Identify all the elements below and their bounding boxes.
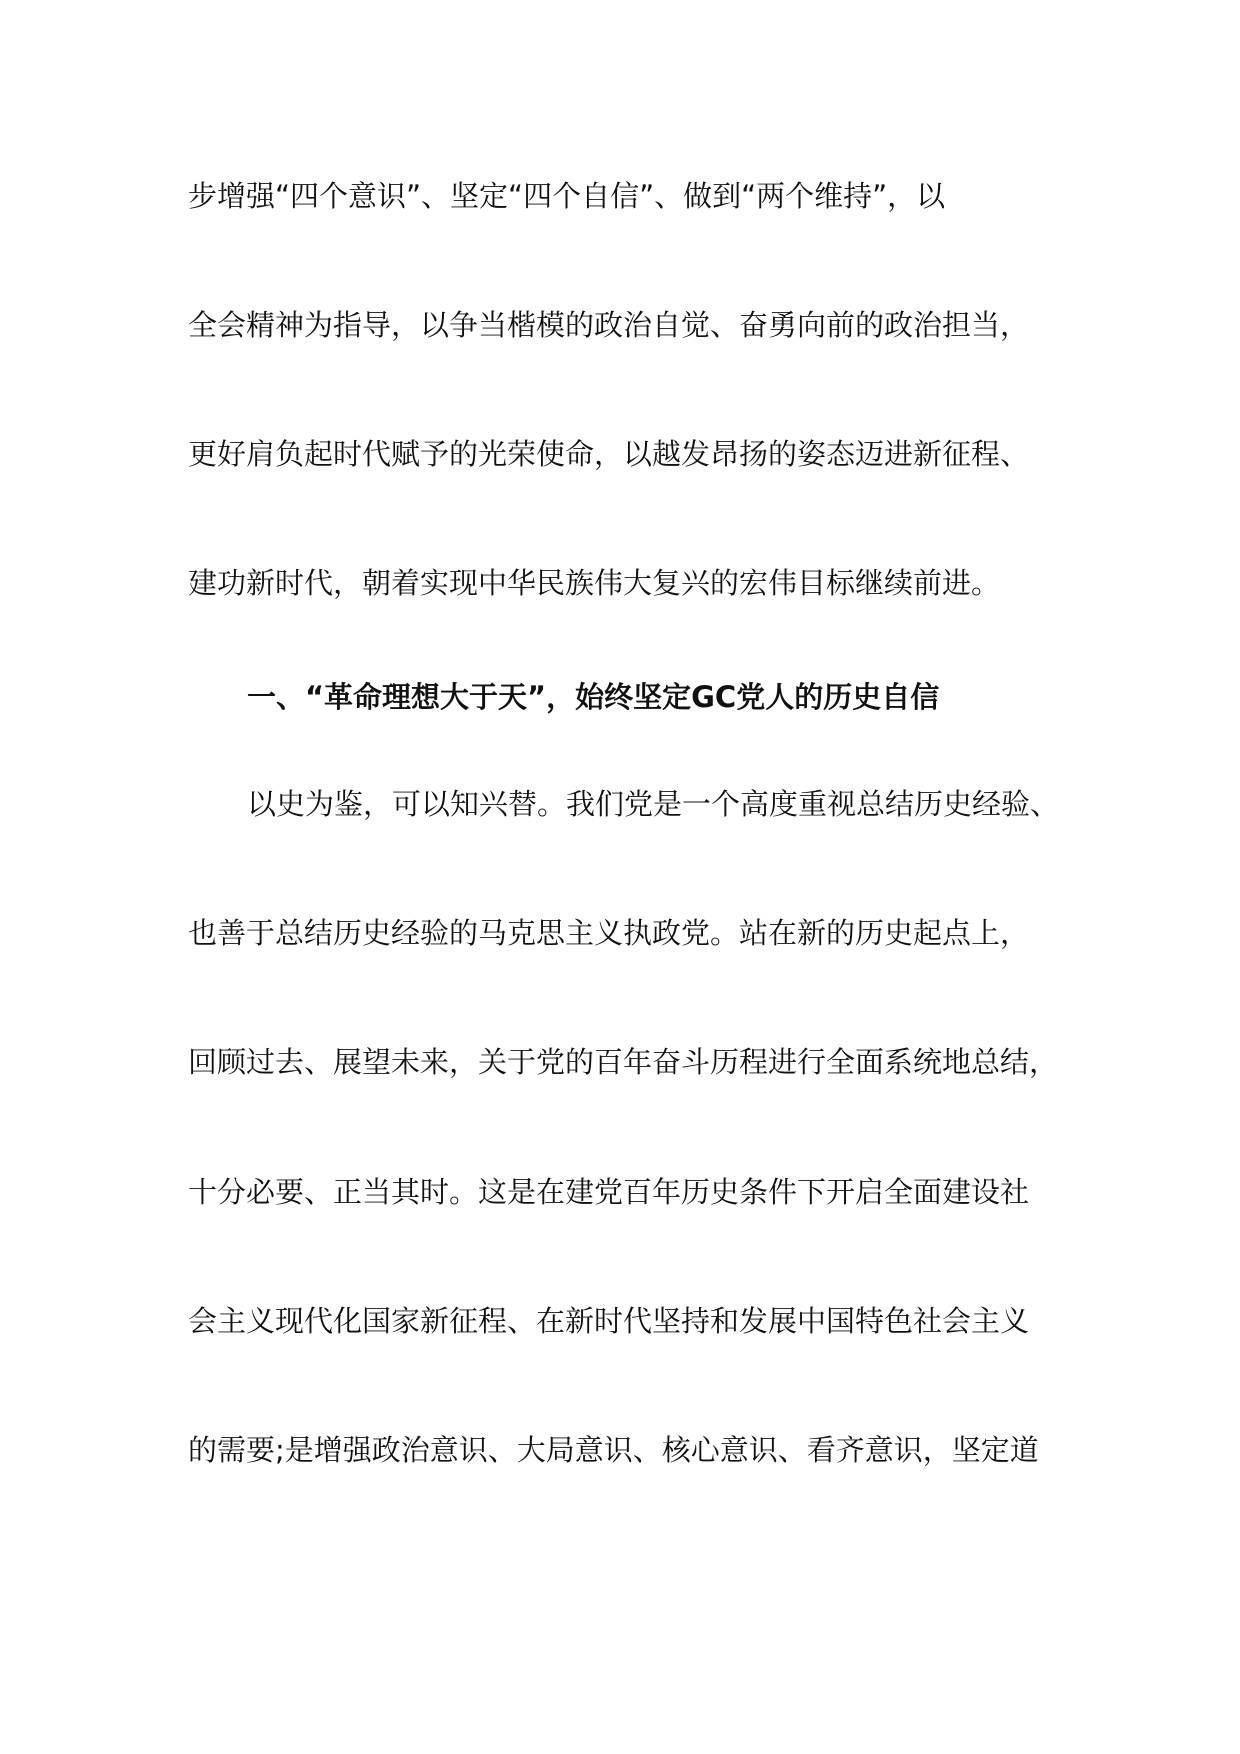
paragraph-line-1: 步增强“四个意识”、坚定“四个自信”、做到“两个维持”，以 — [188, 179, 946, 213]
section-paragraph-line-4: 十分必要、正当其时。这是在建党百年历史条件下开启全面建设社 — [188, 1175, 1030, 1209]
section-paragraph-line-3: 回顾过去、展望未来，关于党的百年奋斗历程进行全面系统地总结， — [188, 1045, 1059, 1079]
paragraph-line-2: 全会精神为指导，以争当楷模的政治自觉、奋勇向前的政治担当， — [188, 308, 1030, 342]
section-paragraph-line-5: 会主义现代化国家新征程、在新时代坚持和发展中国特色社会主义 — [188, 1304, 1030, 1338]
section-paragraph-line-1: 以史为鉴，可以知兴替。我们党是一个高度重视总结历史经验、 — [247, 787, 1060, 821]
paragraph-line-3: 更好肩负起时代赋予的光荣使命，以越发昂扬的姿态迈进新征程、 — [188, 437, 1030, 471]
section-paragraph-line-2: 也善于总结历史经验的马克思主义执政党。站在新的历史起点上， — [188, 916, 1030, 950]
section-paragraph-line-6: 的需要;是增强政治意识、大局意识、核心意识、看齐意识，坚定道 — [188, 1433, 1039, 1467]
paragraph-line-4: 建功新时代，朝着实现中华民族伟大复兴的宏伟目标继续前进。 — [188, 566, 1001, 600]
section-heading: 一、“革命理想大于天”，始终坚定GC党人的历史自信 — [247, 680, 940, 714]
